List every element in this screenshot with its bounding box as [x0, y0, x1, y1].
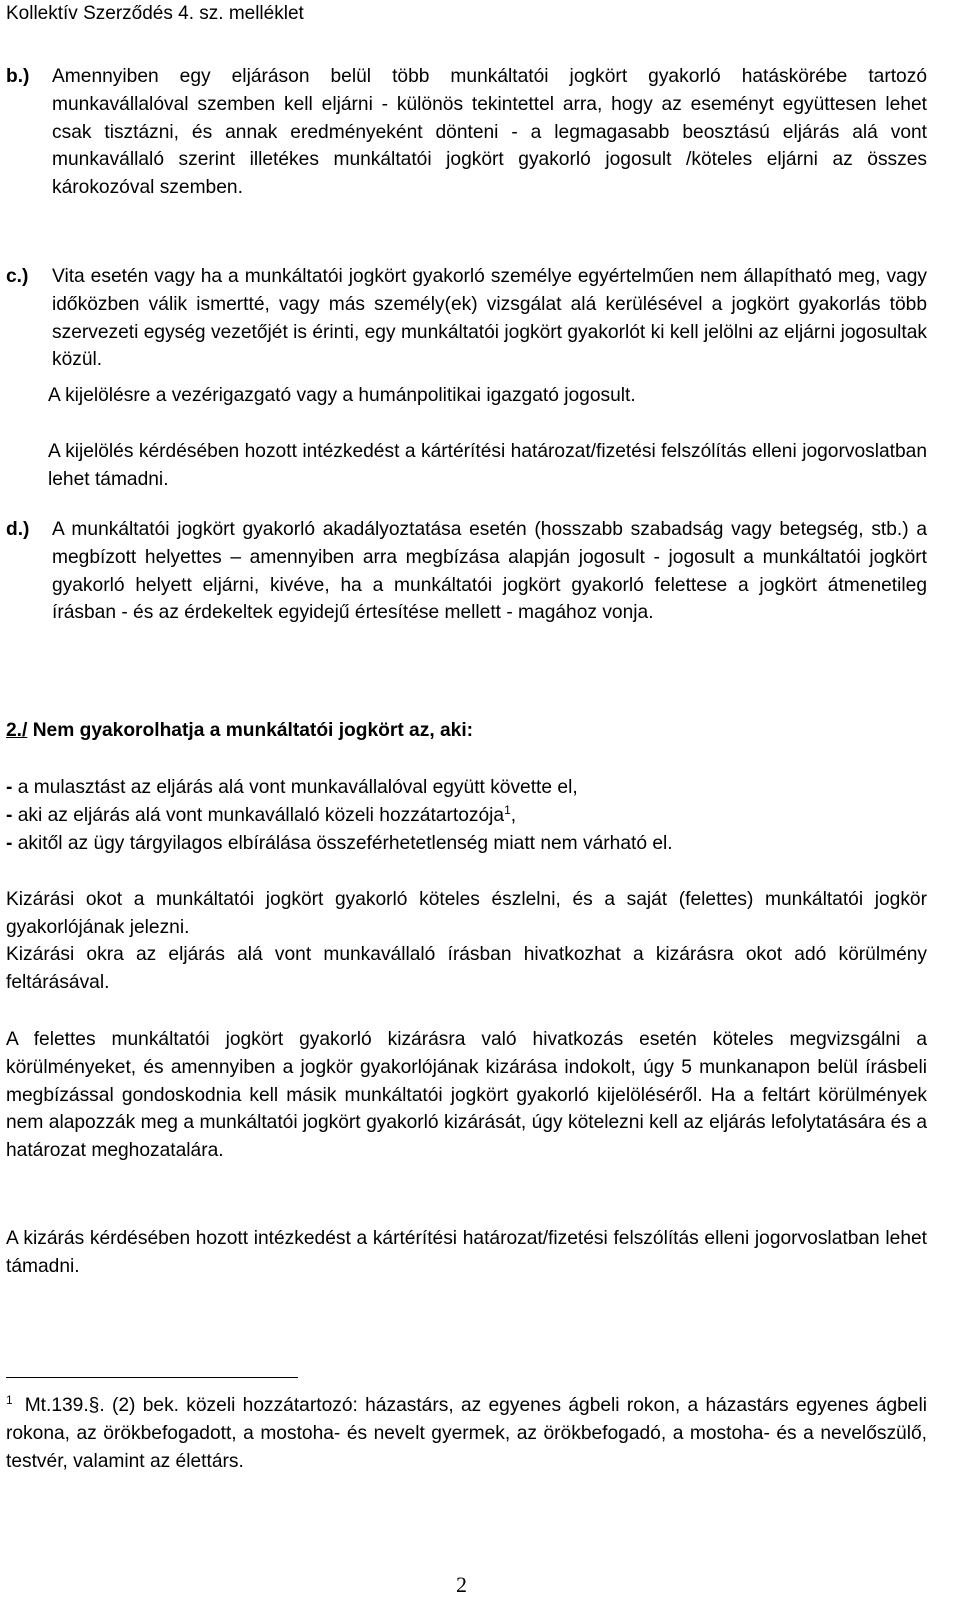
list-item-text: aki az eljárás alá vont munkavállaló közeli hozzátartozója [17, 804, 505, 826]
footnote-text: Mt.139.§. (2) bek. közeli hozzátartozó: házastárs, az egyenes ágbeli rokon, a házastárs egyenes ágbeli rokona, az örökbefogadott, a mostoha- és nevelt gyermek, az örökbefogadó, a mostoha- és a nevelőszülő, testvér, valamint az élettárs. [6, 1395, 927, 1472]
item-d [6, 516, 927, 627]
list-item [6, 802, 927, 830]
list-item [6, 774, 927, 802]
footnote-separator [6, 1377, 298, 1378]
item-c-text: Vita esetén vagy ha a munkáltatói jogkört gyakorló személye egyértelműen nem állapítható meg, vagy időközben válik ismertté, vagy más személy(ek) vizsgálat alá kerülésével a jogkört gyakorlás több szervezeti egység vezetőjét is érinti, egy munkáltatói jogkört gyakorlót ki kell jelölni az eljárni jogosultak közül. [52, 266, 927, 371]
paragraph-exclusion-claim: Kizárási okra az eljárás alá vont munkavállaló írásban hivatkozhat a kizárásra okot adó körülmény feltárásával. [6, 944, 927, 993]
list-dash: - [6, 777, 13, 798]
item-b-text: Amennyiben egy eljáráson belül több munkáltatói jogkört gyakorló hatáskörébe tartozó munkavállalóval szemben kell eljárni - különös tekintettel arra, hogy az eseményt együttesen lehet csak tisztázni, és annak eredményeként dönteni - a legmagasabb beosztású eljárás alá vont munkavállaló szerint illetékes munkáltatói jogkört gyakorló jogosult /köteles eljárni az összes károkozóval szemben. [52, 66, 927, 199]
section-2-number: 2./ [6, 720, 28, 741]
item-d-marker: d.) [6, 519, 30, 540]
item-c [6, 263, 927, 374]
item-c-marker: c.) [6, 266, 29, 287]
list-item [6, 830, 927, 858]
footnote-reference[interactable]: 1 [504, 802, 511, 817]
section-2-heading [6, 717, 473, 745]
footnote [6, 1392, 927, 1475]
list-item-text: a mulasztást az eljárás alá vont munkavállalóval együtt követte el, [17, 777, 578, 798]
item-d-text: A munkáltatói jogkört gyakorló akadályoztatása esetén (hosszabb szabadság vagy betegség, stb.) a megbízott helyettes – amennyiben arra megbízása alapján jogosult - jogosult a munkáltatói jogkört gyakorló helyett eljárni, kivéve, ha a munkáltatói jogkört gyakorló felettese a jogkört átmenetileg írásban - és az érdekeltek egyidejű értesítése mellett - magához vonja. [52, 519, 927, 624]
item-b [6, 63, 927, 202]
item-b-marker: b.) [6, 66, 30, 87]
footnote-mark: 1 [6, 1393, 13, 1407]
page-number: 2 [456, 1572, 467, 1597]
item-c-appeal-text: A kijelölés kérdésében hozott intézkedést a kártérítési határozat/fizetési felszólítás elleni jogorvoslatban lehet támadni. [48, 441, 927, 490]
paragraph-appeal: A kizárás kérdésében hozott intézkedést a kártérítési határozat/fizetési felszólítás elleni jogorvoslatban lehet támadni. [6, 1228, 927, 1277]
list-item-text: akitől az ügy tárgyilagos elbírálása összeférhetetlenség miatt nem várható el. [17, 832, 673, 854]
paragraph-exclusion-notice: Kizárási okot a munkáltatói jogkört gyakorló köteles észlelni, és a saját (felettes) munkáltatói jogkör gyakorlójának jelezni. [6, 889, 927, 938]
exclusion-list [6, 774, 927, 857]
list-dash: - [6, 804, 13, 826]
page-header: Kollektív Szerződés 4. sz. melléklet [6, 3, 304, 24]
list-dash: - [6, 832, 13, 854]
section-2-title: Nem gyakorolhatja a munkáltatói jogkört az, aki: [32, 720, 474, 741]
paragraph-superior-review: A felettes munkáltatói jogkört gyakorló kizárásra való hivatkozás esetén köteles megvizsgálni a körülményeket, és amennyiben a jogkör gyakorlójának kizárása indokolt, úgy 5 munkanapon belül írásbeli megbízással gondoskodnia kell másik munkáltatói jogkört gyakorló kijelöléséről. Ha a feltárt körülmények nem alapozzák meg a munkáltatói jogkört gyakorló kizárását, úgy kötelezni kell az eljárás lefolytatására és a határozat meghozatalára. [6, 1029, 927, 1162]
list-item-tail: , [510, 804, 517, 826]
item-c-designation-text: A kijelölésre a vezérigazgató vagy a humánpolitikai igazgató jogosult. [48, 385, 636, 406]
